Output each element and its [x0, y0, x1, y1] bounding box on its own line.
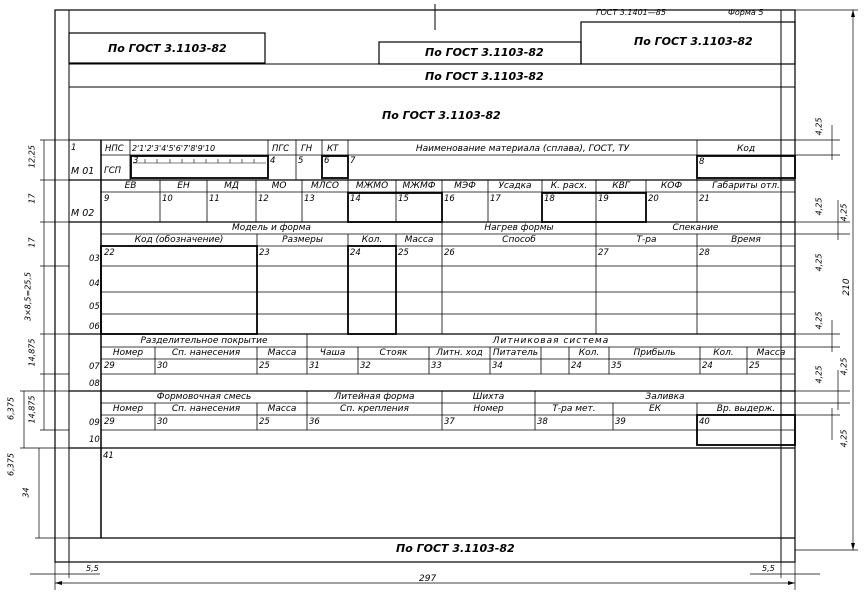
heat-form-header: Нагрев формы	[484, 223, 554, 233]
r7-field-25b: 25	[749, 361, 760, 371]
field-18: 18	[544, 194, 555, 204]
dim-6-375-b: 6,375	[6, 453, 16, 476]
field-38: 38	[537, 417, 548, 427]
field-36: 36	[309, 417, 320, 427]
ref-gost-top-right: По ГОСТ 3.1103-82	[634, 35, 753, 48]
field-31: 31	[309, 361, 320, 371]
r7-mass2-header: Масса	[756, 348, 786, 358]
dim-right-4-25-c: 4,25	[839, 203, 849, 222]
field-21: 21	[699, 194, 710, 204]
qty-header: Кол.	[361, 235, 383, 245]
mixture-header: Формовочная смесь	[156, 392, 252, 402]
dim-34: 34	[21, 487, 31, 498]
field-8: 8	[699, 157, 705, 167]
field-17: 17	[490, 194, 501, 204]
field-6: 6	[324, 156, 330, 166]
field-19: 19	[598, 194, 609, 204]
row-label-04: 04	[89, 279, 100, 289]
ref-gost-bottom: По ГОСТ 3.1103-82	[396, 542, 515, 555]
code-designation-header: Код (обозначение)	[134, 235, 224, 245]
sizes-header: Размеры	[282, 235, 323, 245]
r7-field-25: 25	[259, 361, 270, 371]
field-13: 13	[304, 194, 315, 204]
field-23: 23	[259, 248, 270, 258]
field-39: 39	[615, 417, 626, 427]
dim-right-4-25-d: 4,25	[814, 253, 824, 272]
dim-17-a: 17	[27, 193, 37, 204]
ref-gost-center: По ГОСТ 3.1103-82	[382, 109, 501, 122]
dim-right-4-25-h: 4,25	[839, 429, 849, 448]
dim-right-4-25-a: 4,25	[814, 117, 824, 136]
nps-digits: 2'1'2'3'4'5'6'7'8'9'10	[132, 144, 216, 153]
r9-field-30: 30	[157, 417, 168, 427]
dim-14-875-a: 14,875	[27, 338, 37, 367]
field-15: 15	[398, 194, 409, 204]
m02-header-kof: КОФ	[660, 181, 683, 191]
row-label-m01: М 01	[71, 166, 95, 177]
r9-field-29: 29	[104, 417, 115, 427]
r7-qty2-header: Кол.	[713, 348, 734, 358]
dim-right-4-25-e: 4,25	[814, 311, 824, 330]
m02-header-krash: К. расх.	[550, 181, 588, 191]
field-7: 7	[350, 156, 356, 166]
riser-header: Стояк	[379, 348, 408, 358]
field-3: 3	[133, 156, 139, 166]
pgs-label: ПГС	[272, 144, 290, 154]
dim-bottom-297: 297	[419, 574, 437, 584]
ref-gost-top-middle: По ГОСТ 3.1103-82	[425, 46, 544, 59]
metal-temp-header: Т-ра мет.	[552, 404, 596, 414]
ref-gost-top-left: По ГОСТ 3.1103-82	[108, 42, 227, 55]
field-11: 11	[209, 194, 220, 204]
r9-number-header: Номер	[112, 404, 144, 414]
dim-3x8-5: 3×8,5=25,5	[23, 271, 33, 322]
m02-header-mzhmf: МЖМФ	[402, 181, 436, 191]
dim-bottom-5-5-left: 5,5	[86, 564, 99, 573]
field-10: 10	[162, 194, 173, 204]
row-label-08: 08	[89, 379, 100, 389]
ref-gost-strip: По ГОСТ 3.1103-82	[425, 70, 544, 83]
r7-number-header: Номер	[112, 348, 144, 358]
field-9: 9	[104, 194, 110, 204]
gn-label: ГН	[301, 144, 313, 154]
pouring-header: Заливка	[645, 392, 685, 402]
r9-field-25: 25	[259, 417, 270, 427]
dim-right-4-25-f: 4,25	[814, 365, 824, 384]
row-label-05: 05	[89, 302, 100, 312]
row-label-07: 07	[89, 362, 100, 372]
mass-header: Масса	[404, 235, 434, 245]
casting-form-header: Литейная форма	[334, 392, 415, 402]
r7-application-header: Сп. нанесения	[171, 348, 241, 358]
bowl-header: Чаша	[319, 348, 346, 358]
code-header: Код	[736, 144, 756, 154]
model-form-header: Модель и форма	[232, 223, 311, 233]
field-4: 4	[270, 156, 276, 166]
field-12: 12	[258, 194, 269, 204]
gating-system-header: Литниковая система	[492, 336, 610, 346]
field-5: 5	[298, 156, 304, 166]
dim-12-25: 12,25	[27, 145, 37, 168]
standard-number: ГОСТ 3.1401—85	[596, 8, 666, 17]
field-40: 40	[699, 417, 710, 427]
charge-number-header: Номер	[473, 404, 504, 414]
gsp-label: ГСП	[104, 166, 122, 176]
m02-header-mo: МО	[271, 181, 287, 191]
dim-17-b: 17	[27, 237, 37, 248]
m02-header-usadka: Усадка	[498, 181, 532, 191]
form-number: Форма 5	[728, 8, 764, 17]
ek-header: ЕК	[648, 404, 662, 414]
dim-6-375-a: 6,375	[6, 397, 16, 420]
dim-14-875-b: 14,875	[27, 395, 37, 424]
row-label-m02: М 02	[71, 208, 95, 219]
profit-header: Прибыль	[633, 348, 676, 358]
row-label-06: 06	[89, 322, 100, 332]
field-22: 22	[104, 248, 115, 258]
charge-header: Шихта	[472, 392, 505, 402]
row-label-41: 41	[103, 451, 114, 461]
r7-mass-header: Масса	[267, 348, 297, 358]
field-25: 25	[398, 248, 409, 258]
row-label-03: 03	[89, 254, 100, 264]
r9-mass-header: Масса	[267, 404, 297, 414]
r7-field-24a: 24	[571, 361, 582, 371]
field-14: 14	[350, 194, 361, 204]
field-27: 27	[598, 248, 609, 258]
sintering-header: Спекание	[672, 223, 719, 233]
fastening-header: Сп. крепления	[340, 404, 409, 414]
field-35: 35	[611, 361, 622, 371]
field-26: 26	[444, 248, 455, 258]
field-20: 20	[648, 194, 659, 204]
r7-field-24b: 24	[702, 361, 713, 371]
field-28: 28	[699, 248, 710, 258]
time-header: Время	[731, 235, 761, 245]
dim-right-210: 210	[842, 278, 852, 296]
dim-right-4-25-g: 4,25	[839, 357, 849, 376]
m02-header-mlso: МЛСО	[311, 181, 339, 191]
row-label-09: 09	[89, 418, 100, 428]
field-37: 37	[444, 417, 455, 427]
r9-application-header: Сп. нанесения	[171, 404, 241, 414]
runner-header: Литн. ход	[436, 348, 483, 358]
m02-header-ev: ЕВ	[124, 181, 137, 191]
m02-header-md: МД	[224, 181, 239, 191]
row-label-1: 1	[71, 143, 77, 153]
kt-label: КТ	[327, 144, 339, 154]
m02-header-kvg: КВГ	[612, 181, 630, 191]
field-34: 34	[492, 361, 503, 371]
dim-bottom-5-5-right: 5,5	[762, 564, 775, 573]
field-32: 32	[360, 361, 371, 371]
nps-label: НПС	[105, 144, 124, 154]
feeder-header: Питатель	[492, 348, 539, 358]
m02-header-en: ЕН	[177, 181, 190, 191]
hold-time-header: Вр. выдерж.	[716, 404, 776, 414]
temp-header: Т-ра	[636, 235, 657, 245]
m02-header-gabarity: Габариты отл.	[712, 181, 780, 191]
field-16: 16	[444, 194, 455, 204]
r7-qty-header: Кол.	[578, 348, 600, 358]
r7-field-29: 29	[104, 361, 115, 371]
field-33: 33	[431, 361, 442, 371]
row-label-10: 10	[89, 435, 100, 445]
method-header: Способ	[502, 235, 536, 245]
m02-header-mzhmo: МЖМО	[355, 181, 389, 191]
material-name-header: Наименование материала (сплава), ГОСТ, ТУ	[415, 144, 630, 154]
dim-right-4-25-b: 4,25	[814, 197, 824, 216]
r7-field-30: 30	[157, 361, 168, 371]
field-24: 24	[350, 248, 361, 258]
m02-header-mef: МЭФ	[454, 181, 476, 191]
separating-coating-header: Разделительное покрытие	[140, 336, 268, 346]
